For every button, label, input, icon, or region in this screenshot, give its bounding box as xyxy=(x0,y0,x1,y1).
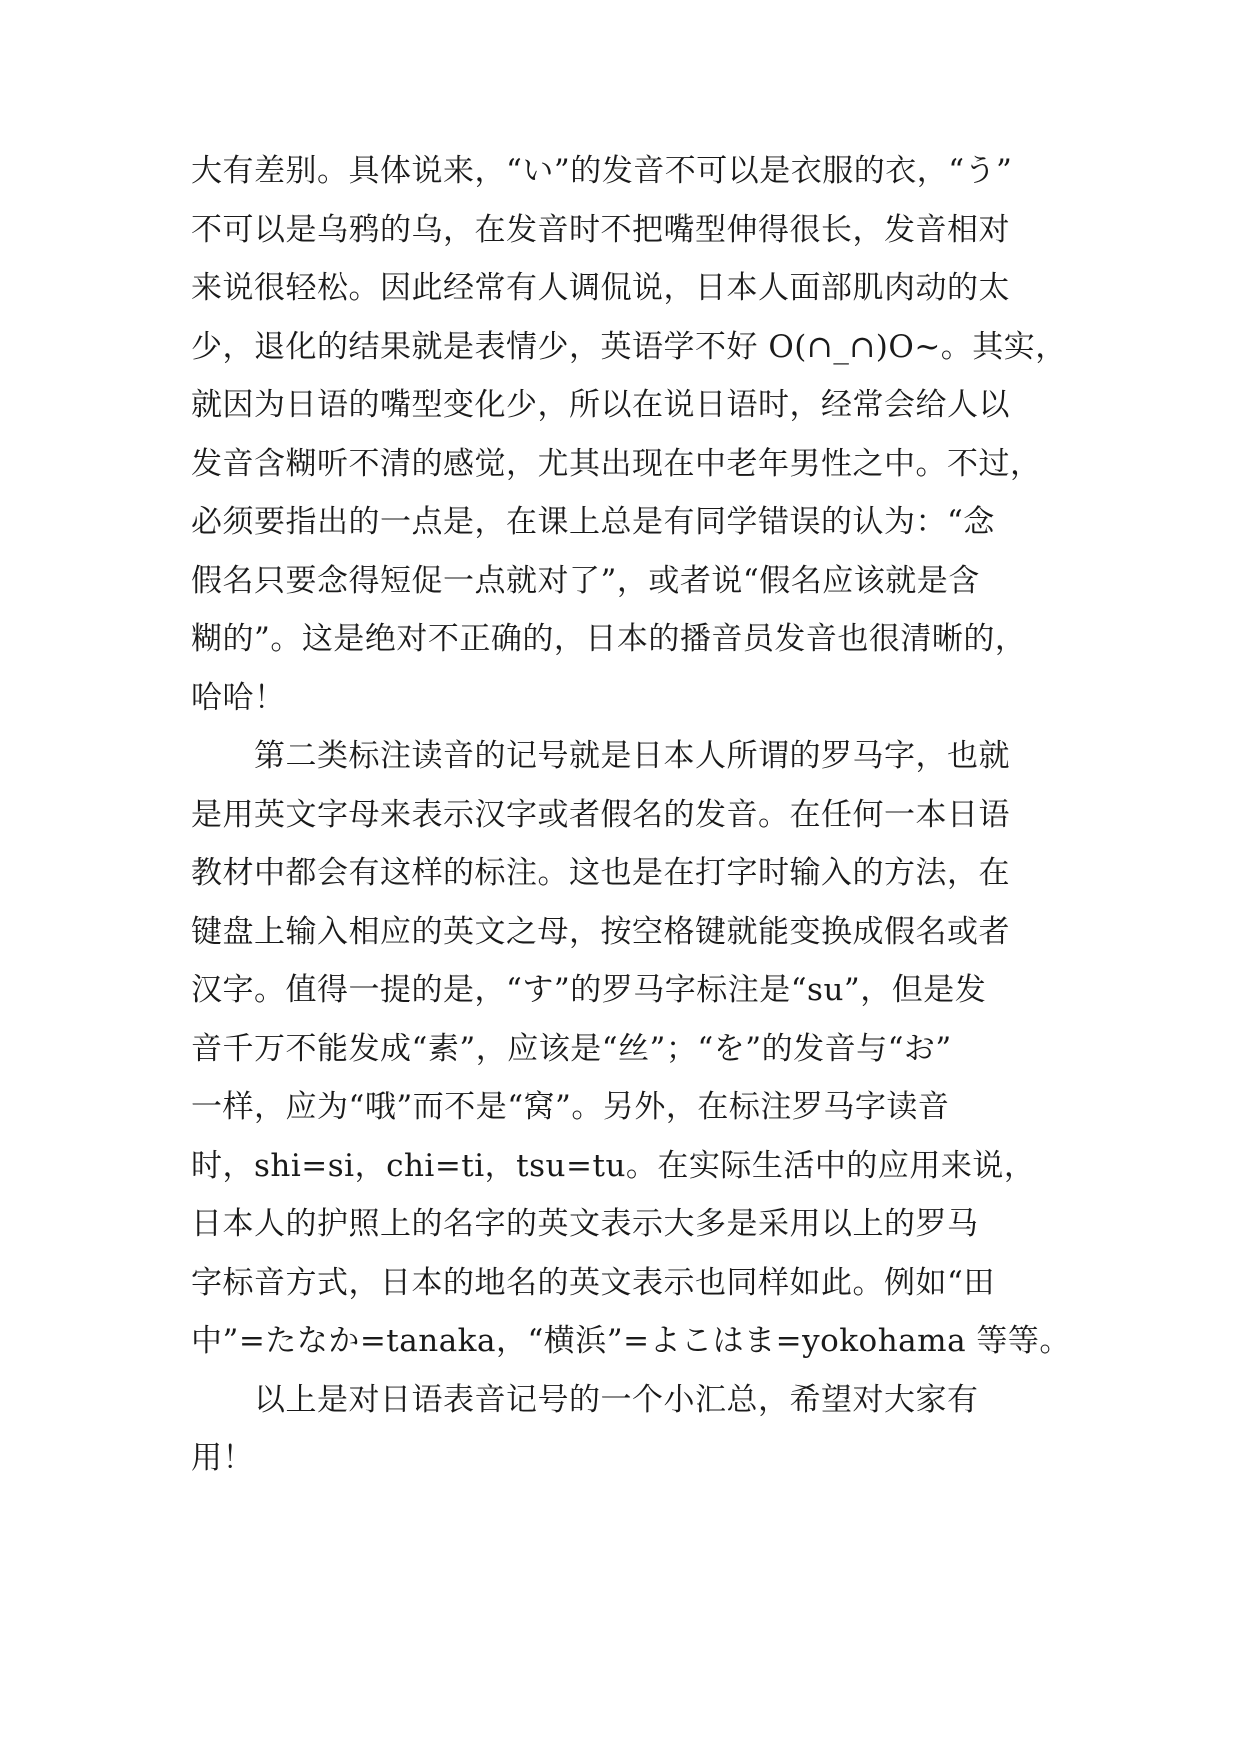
text-line: 糊的”。这是绝对不正确的，日本的播音员发音也很清晰的， xyxy=(191,621,1027,657)
text-line: 日本人的护照上的名字的英文表示大多是采用以上的罗马 xyxy=(191,1206,979,1242)
text-line: 少，退化的结果就是表情少，英语学不好 O(∩_∩)O~。其实， xyxy=(191,328,1067,365)
text-line: 汉字。值得一提的是，“す”的罗马字标注是“su”，但是发 xyxy=(191,972,987,1008)
text-line: 以上是对日语表音记号的一个小汇总，希望对大家有 xyxy=(191,1381,979,1418)
text-line: 必须要指出的一点是，在课上总是有同学错误的认为：“念 xyxy=(191,504,995,540)
text-line: 用！ xyxy=(191,1440,254,1476)
text-line: 哈哈！ xyxy=(191,679,286,716)
text-line: 不可以是乌鸦的乌，在发音时不把嘴型伸得很长，发音相对 xyxy=(191,211,1010,248)
text-line: 大有差别。具体说来，“い”的发音不可以是衣服的衣，“う” xyxy=(191,153,1013,189)
text-line: 就因为日语的嘴型变化少，所以在说日语时，经常会给人以 xyxy=(191,387,1010,423)
text-line: 键盘上输入相应的英文之母，按空格键就能变换成假名或者 xyxy=(191,913,1010,950)
text-line: 发音含糊听不清的感觉，尤其出现在中老年男性之中。不过， xyxy=(191,445,1042,482)
text-line: 是用英文字母来表示汉字或者假名的发音。在任何一本日语 xyxy=(191,796,1010,833)
text-line: 教材中都会有这样的标注。这也是在打字时输入的方法，在 xyxy=(191,855,1010,891)
text-line: 假名只要念得短促一点就对了”，或者说“假名应该就是含 xyxy=(191,562,980,599)
text-line: 字标音方式，日本的地名的英文表示也同样如此。例如“田 xyxy=(191,1264,995,1301)
text-line: 音千万不能发成“素”，应该是“丝”；“を”的发音与“お” xyxy=(191,1030,952,1067)
text-line: 第二类标注读音的记号就是日本人所谓的罗马字，也就 xyxy=(191,738,1010,774)
text-line: 中”=たなか=tanaka，“横浜”=よこはま=yokohama 等等。 xyxy=(191,1323,1071,1359)
text-line: 时，shi=si，chi=ti，tsu=tu。在实际生活中的应用来说， xyxy=(191,1147,1036,1184)
text-line: 一样，应为“哦”而不是“窝”。另外，在标注罗马字读音 xyxy=(191,1089,950,1125)
body-text xyxy=(191,142,1073,1488)
text-line: 来说很轻松。因此经常有人调侃说，日本人面部肌肉动的太 xyxy=(191,270,1010,306)
